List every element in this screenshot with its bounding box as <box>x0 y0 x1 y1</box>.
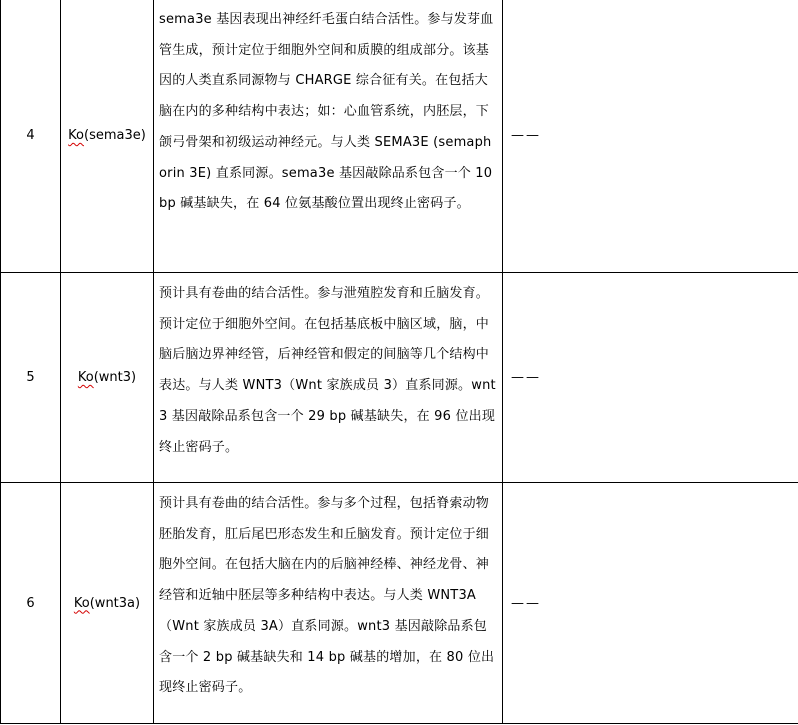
table-row <box>1 0 798 273</box>
description-cell <box>154 483 503 724</box>
note-cell: —— <box>503 273 798 483</box>
strain-name-cell <box>61 273 154 483</box>
row-number-cell: 6 <box>1 483 61 724</box>
strain-name-prefix: Ko <box>73 595 90 611</box>
strain-name-gene: (sema3e) <box>84 128 146 143</box>
note-cell: —— <box>503 483 798 724</box>
note-cell: —— <box>503 0 798 273</box>
gene-description: 预计具有卷曲的结合活性。参与多个过程，包括脊索动物胚胎发育，肛后尾巴形态发生和丘脑发育。预计定位于细胞外空间。在包括大脑在内的后脑神经棒、神经龙骨、神经管和近轴中胚层等多种结构中表达。与人类 WNT3A（Wnt 家族成员 3A）直系同源。wnt3 基因敲除品系包含一个 2 bp 碱基缺失和 14 bp 碱基的增加，在 80 位出现终止密码子。 <box>159 496 495 696</box>
strain-name-cell <box>61 483 154 724</box>
description-cell <box>154 273 503 483</box>
gene-description: 预计具有卷曲的结合活性。参与泄殖腔发育和丘脑发育。预计定位于细胞外空间。在包括基底板中脑区域，脑，中脑后脑边界神经管，后神经管和假定的间脑等几个结构中表达。与人类 WNT3（Wnt 家族成员 3）直系同源。wnt3 基因敲除品系包含一个 29 bp 碱基缺失，在 96 位出现终止密码子。 <box>159 286 496 455</box>
strain-name-gene: (wnt3) <box>93 370 137 385</box>
table-row <box>1 273 798 483</box>
gene-description: sema3e 基因表现出神经纤毛蛋白结合活性。参与发芽血管生成，预计定位于细胞外空间和质膜的组成部分。该基因的人类直系同源物与 CHARGE 综合征有关。在包括大脑在内的多种结构中表达；如：心血管系统，内胚层，下颌弓骨架和初级运动神经元。与人类 SEMA3E (semaphorin 3E) 直系同源。sema3e 基因敲除品系包含一个 10 bp 碱基缺失，在 64 位氨基酸位置出现终止密码子。 <box>159 12 494 212</box>
row-number-cell: 4 <box>1 0 61 273</box>
description-cell <box>154 0 503 273</box>
strain-name-cell <box>61 0 154 273</box>
row-number-cell: 5 <box>1 273 61 483</box>
table-row <box>1 483 798 724</box>
strain-name-gene: (wnt3a) <box>89 595 141 611</box>
strain-name-prefix: Ko <box>77 370 94 385</box>
strain-name-prefix: Ko <box>68 128 84 143</box>
